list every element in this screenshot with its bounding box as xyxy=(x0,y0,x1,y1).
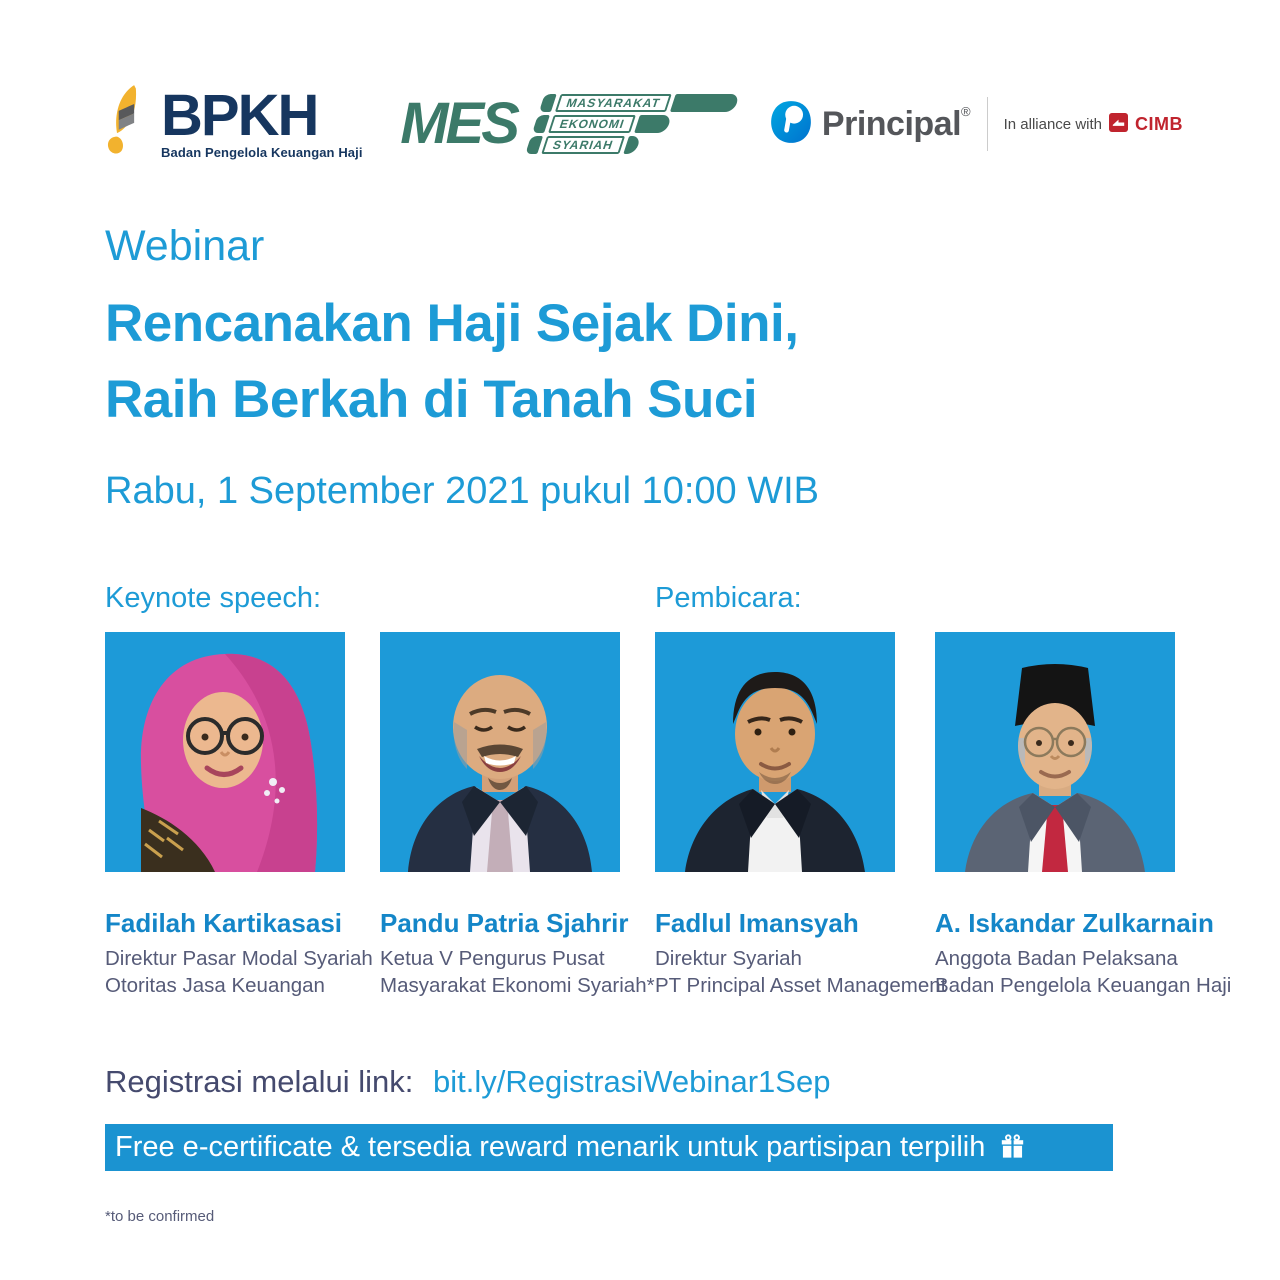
speaker-name: Fadilah Kartikasasi xyxy=(105,908,342,938)
cimb-wordmark: CIMB xyxy=(1135,113,1183,134)
speaker-card xyxy=(380,632,655,999)
header-divider xyxy=(987,97,988,151)
bpkh-wordmark: BPKH xyxy=(161,82,318,148)
event-datetime: Rabu, 1 September 2021 pukul 10:00 WIB xyxy=(105,470,820,512)
bpkh-leaf-icon xyxy=(105,83,153,166)
speaker-name: A. Iskandar Zulkarnain xyxy=(935,908,1214,938)
logo-header xyxy=(105,78,1183,170)
footnote: *to be confirmed xyxy=(105,1208,215,1225)
cimb-alliance xyxy=(1004,113,1183,136)
alliance-text: In alliance with xyxy=(1003,115,1102,133)
reward-banner xyxy=(105,1124,1113,1171)
reward-banner-text: Free e-certificate & tersedia reward menarik untuk partisipan terpilih xyxy=(115,1131,986,1163)
speaker-role: Direktur Pasar Modal Syariah Otoritas Jasa Keuangan xyxy=(105,947,373,998)
bpkh-tagline: Badan Pengelola Keuangan Haji xyxy=(161,144,363,160)
gift-icon xyxy=(999,1134,1026,1161)
principal-wordmark: Principal xyxy=(821,104,962,143)
speaker-name: Fadlul Imansyah xyxy=(655,908,859,938)
registration-line xyxy=(105,1064,830,1100)
event-title-line2: Raih Berkah di Tanah Suci xyxy=(105,370,758,430)
mes-word-ekonomi: EKONOMI xyxy=(548,115,636,133)
principal-cimb-logo xyxy=(768,97,1183,151)
mes-word-masyarakat: MASYARAKAT xyxy=(555,94,672,112)
mes-word-syariah: SYARIAH xyxy=(541,136,625,154)
speaker-portrait-fadilah-kartikasasi xyxy=(105,632,345,872)
registration-label: Registrasi melalui link: xyxy=(105,1064,414,1099)
speaker-role: Anggota Badan Pelaksana Badan Pengelola Keuangan Haji xyxy=(935,947,1232,998)
speakers-section-label: Pembicara: xyxy=(655,582,802,614)
principal-p-icon xyxy=(768,99,814,150)
mes-wings-icon xyxy=(525,94,740,154)
speaker-portrait-fadlul-imansyah xyxy=(655,632,895,872)
event-type-label: Webinar xyxy=(105,222,265,270)
mes-logo xyxy=(400,91,730,156)
principal-logo xyxy=(768,99,971,150)
bpkh-logo xyxy=(105,83,363,166)
speaker-portrait-a-iskandar-zulkarnain xyxy=(935,632,1175,872)
keynote-section-label: Keynote speech: xyxy=(105,582,322,614)
speaker-role: Direktur Syariah PT Principal Asset Management xyxy=(655,947,947,998)
speaker-card xyxy=(655,632,947,999)
cimb-square-icon xyxy=(1109,113,1128,136)
speaker-role: Ketua V Pengurus Pusat Masyarakat Ekonomi Syariah* xyxy=(380,947,655,998)
mes-wordmark: MES xyxy=(400,91,517,156)
event-title xyxy=(105,286,798,439)
registration-link[interactable]: bit.ly/RegistrasiWebinar1Sep xyxy=(433,1064,831,1099)
speaker-card xyxy=(935,632,1232,999)
speaker-name: Pandu Patria Sjahrir xyxy=(380,908,629,938)
speaker-portrait-pandu-patria-sjahrir xyxy=(380,632,620,872)
registered-mark: ® xyxy=(961,104,971,120)
event-title-line1: Rencanakan Haji Sejak Dini, xyxy=(105,294,799,353)
speaker-card xyxy=(105,632,373,999)
